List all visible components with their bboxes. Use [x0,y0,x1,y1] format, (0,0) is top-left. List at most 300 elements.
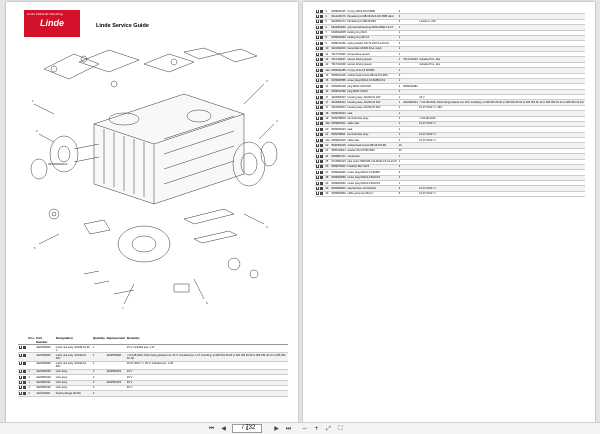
document-icon[interactable] [320,26,323,29]
cell-pos: 10 [325,46,331,51]
cell-part-number: 7917410027 [331,57,346,61]
cell-quantity: 1 [398,68,402,73]
cell-pos: 11 [325,52,331,57]
cart-icon[interactable] [316,53,319,56]
cell-part-number: 0009626020 [331,170,346,174]
cart-icon[interactable] [316,63,319,66]
document-icon[interactable] [320,176,323,179]
cell-designation: housing assy. AK230-01 46V [347,100,398,105]
cart-icon[interactable] [316,128,319,131]
document-page-right [303,2,595,422]
cell-quantity: 1 [398,181,402,186]
cell-quantity: 2 [92,380,106,385]
document-icon[interactable] [320,36,323,39]
cell-designation: locking ring 62x3 [347,30,398,35]
cell-designation: socket head screw M5x12-8.8-ZNS [347,73,398,78]
cell-designation: cable inlet [347,138,398,143]
cell-designation: cable grommet 20mm² [347,191,398,196]
cell-designation: pipe union SW0105-L12-M16x1,5-Cu-Z-CF [347,160,397,164]
document-icon[interactable] [320,85,323,88]
cart-icon[interactable] [19,376,22,379]
cell-pos: 12a [325,68,330,72]
cell-part-number: 9050010014 [331,149,346,153]
cell-replacement [106,391,126,396]
cell-pos: 16 [325,89,331,94]
cell-designation: motor unit assy. AK230-01 46V [55,361,92,369]
document-icon[interactable] [320,10,323,13]
cell-quantity: 2 [92,391,106,396]
cell-remarks: 01.07.2010 >= [419,191,586,196]
cell-pos: 21 [325,132,331,137]
cell-quantity: 2 [398,41,402,46]
exploded-view-drawing [24,44,282,312]
cart-icon[interactable] [316,155,319,158]
cell-pos: 17 [325,95,331,100]
cell-designation: rotor assy. [55,385,92,390]
logo-word: Linde [40,18,64,28]
row-actions [18,345,28,353]
document-icon[interactable] [320,165,323,168]
cell-quantity: 2 [92,369,106,374]
svg-text:4: 4 [276,119,278,123]
last-page-icon[interactable]: ⏭ [285,425,292,432]
cell-pos: 18 [325,111,331,116]
cell-part-number: 0009801371 [331,154,346,158]
viewer-toolbar [0,422,600,434]
cell-quantity: 2 [398,73,402,78]
document-icon[interactable] [23,376,26,379]
cell-pos: 19a [325,122,330,126]
document-icon[interactable] [320,58,323,61]
svg-text:6: 6 [266,225,268,229]
cell-quantity: 2 [398,9,402,14]
cell-pos: 3 [325,9,331,14]
cell-part-number: 4222501511 [36,380,55,385]
column-header-remarks: Remarks [126,335,288,345]
cell-replacement: 0009519182 [403,84,418,88]
cell-part-number: 0009071060 [331,41,346,45]
cell-designation: seal [347,127,398,132]
row-actions [18,391,28,396]
document-icon[interactable] [320,90,323,93]
cart-icon[interactable] [19,346,22,349]
cell-part-number: 0009964315 [331,138,346,142]
document-icon[interactable] [23,392,26,395]
cell-part-number: 0009519182 [331,90,346,94]
cell-quantity: 1 [398,62,402,67]
cell-part-number: 4222050931 [36,353,55,361]
cart-icon[interactable] [316,42,319,45]
row-actions [18,353,28,361]
cell-quantity: 1 [398,52,402,57]
document-icon[interactable] [23,370,26,373]
linde-logo [24,10,80,37]
cell-designation: screw plug M16x1-FKM-FF2 [347,175,398,180]
document-icon[interactable] [23,386,26,389]
svg-text:8: 8 [206,301,208,305]
cell-quantity: 3 [398,19,402,24]
cell-pos [28,361,36,369]
document-icon[interactable] [320,192,323,195]
document-icon[interactable] [320,182,323,185]
cell-replacement [106,361,126,369]
cell-part-number: 7917474323 [331,52,346,56]
cell-quantity: 1 [92,345,106,353]
cell-replacement: 4222006414 [403,100,418,104]
cell-quantity: 1 [398,132,402,137]
cell-pos: 19 [325,116,331,121]
cell-designation: socket head screw M5x16-8.8-ZN [347,143,398,148]
cell-quantity: 6 [398,191,402,196]
cell-remarks: 01.07.2010 >=; 46 V; included pos. 1-28 [126,361,288,369]
cell-quantity: 2 [398,84,402,89]
cell-replacement: 4222050928 [106,353,126,361]
cell-replacement: 7917410100 [403,57,418,61]
cell-pos: 29 [325,181,331,186]
document-icon[interactable] [320,149,323,152]
document-icon[interactable] [320,106,323,109]
fit-page-icon[interactable]: ⤢ [326,425,331,432]
cell-designation: terminal strip assy. [347,116,398,121]
cart-icon[interactable] [316,160,319,163]
cell-quantity: 1 [92,353,106,361]
document-icon[interactable] [320,15,323,18]
cell-quantity: 1 [398,100,402,105]
cart-icon[interactable] [316,79,319,82]
document-icon[interactable] [320,79,323,82]
cell-replacement: 4222501623 [106,380,126,385]
cell-part-number: 0714651023 [331,160,346,164]
cell-pos: 4 [325,14,331,19]
cell-pos: 21a [325,138,330,142]
cart-icon[interactable] [19,392,22,395]
table-row [315,191,585,196]
prev-page-icon[interactable]: ◀ [221,425,226,432]
cell-pos: 13 [325,73,331,78]
cart-icon[interactable] [316,133,319,136]
document-icon[interactable] [320,112,323,115]
cell-designation: O-ring 115x3,00-FKM80 [347,9,398,14]
exploded-parts-diagram [24,44,282,312]
document-icon[interactable] [320,63,323,66]
cell-designation: O-ring 11,0x1,5-FKM80 [347,68,398,73]
document-icon[interactable] [320,160,323,163]
cart-icon[interactable] [316,176,319,179]
cell-designation: cable inlet [347,121,398,126]
cell-part-number: 0009154100 [331,74,346,78]
document-icon[interactable] [320,155,323,158]
cart-icon[interactable] [316,112,319,115]
cell-designation: breather filter 5x15 [347,164,398,169]
cell-pos: 1 [28,380,36,385]
document-icon[interactable] [320,96,323,99]
cart-icon[interactable] [316,47,319,50]
document-icon[interactable] [320,144,323,147]
cart-icon[interactable] [316,31,319,34]
cell-part-number: 4222006412 [331,100,346,104]
cell-pos: 28 [325,175,331,180]
cell-designation: seal [347,111,398,116]
cell-remarks: 24 V [126,369,288,374]
cart-icon[interactable] [316,139,319,142]
cart-icon[interactable] [316,192,319,195]
cell-quantity: 2 [92,385,106,390]
cell-remarks: includes Pos. 12a [419,57,586,62]
cart-icon[interactable] [19,381,22,384]
cart-icon[interactable] [316,69,319,72]
cell-quantity: 1 [398,154,402,159]
cell-pos: 8 [325,35,331,40]
cell-designation: screw plug M16x1-FKM-FF2 [347,181,398,186]
cell-part-number: 4222050931 [36,345,55,353]
document-icon[interactable] [23,346,26,349]
cell-quantity: 1 [398,30,402,35]
cell-part-number: 4222501503 [36,369,55,374]
cart-icon[interactable] [19,386,22,389]
cell-designation: rotor assy. [55,380,92,385]
next-page-icon[interactable]: ▶ [274,425,279,432]
cart-icon[interactable] [316,15,319,18]
cell-remarks: 46 V [126,385,288,390]
document-icon[interactable] [320,74,323,77]
cell-part-number: 0009922332 [331,36,346,40]
cell-quantity: 1 [398,95,402,100]
cell-pos: 30 [325,191,331,196]
document-icon[interactable] [320,187,323,190]
cell-remarks: 01.07.2010 >= [419,186,586,191]
cart-icon[interactable] [316,149,319,152]
row-actions [18,361,28,369]
cell-remarks: 01.07.2010 >= [419,121,586,126]
cell-quantity: 1 [92,361,106,369]
cell-designation: sensor driving speed [347,57,398,62]
cart-icon[interactable] [316,187,319,190]
cell-quantity: 2 [398,170,402,175]
cell-designation: terminal strip assy. [347,132,398,137]
cart-icon[interactable] [316,96,319,99]
cell-remarks: 24 V; included pos. 1-27 [126,345,288,353]
document-icon[interactable] [320,20,323,23]
svg-text:2: 2 [36,129,38,133]
cell-part-number: 0446622035 [331,31,346,35]
cart-icon[interactable] [316,101,319,104]
cell-quantity: 1 [398,46,402,51]
cell-pos: 9 [325,41,331,46]
cell-remarks: 01.07.2010 >=; 46V [419,105,586,110]
cart-icon[interactable] [316,144,319,147]
cell-pos: 22 [325,143,331,148]
table-row [18,391,288,396]
cell-replacement: 4222501623 [106,369,126,374]
document-icon[interactable] [320,117,323,120]
column-header-part-number: Part Number [36,335,55,345]
page-title: Linde Service Guide [96,23,149,29]
cell-part-number: 0009669360 [331,192,346,196]
cell-part-number: 0009609331 [331,181,346,185]
document-icon[interactable] [23,362,26,365]
cell-pos: 27 [325,170,331,175]
cell-part-number: 9112226176 [331,14,346,18]
cell-part-number: 4222501623 [36,375,55,380]
cell-quantity: 1 [398,105,402,110]
cell-quantity: 1 [398,159,402,164]
cell-quantity: 1 [398,175,402,180]
cell-designation: washer A5,3-ST50-ZNS [347,148,398,153]
cart-icon[interactable] [316,165,319,168]
document-icon[interactable] [320,42,323,45]
parts-table-right [315,9,585,197]
svg-text:5: 5 [34,246,36,250]
fullscreen-icon[interactable]: ⛶ [338,425,343,432]
cart-icon[interactable] [316,90,319,93]
cell-designation: screw plug M16x1,5-FKM80-FF2 [347,78,398,83]
document-icon[interactable] [320,122,323,125]
cell-designation: bearing flange AK230 [55,391,92,396]
cell-pos: 17 [325,105,331,110]
cell-remarks: Loctite nr. 243 [419,19,586,24]
page-total-label: / 732 [242,425,256,431]
cell-part-number: 0009631085 [331,68,346,72]
document-icon[interactable] [320,133,323,136]
cart-icon[interactable] [19,362,22,365]
document-icon[interactable] [320,128,323,131]
cell-designation: membrane [347,154,398,159]
cell-quantity: 1 [398,138,402,143]
cell-designation: plug M20x1,5x8 5x8 [347,84,398,89]
document-icon[interactable] [320,139,323,142]
cell-designation: screw plug M16x1,5-FKM80 [347,170,398,175]
cart-icon[interactable] [316,182,319,185]
cell-part-number: 0009815224 [331,127,346,131]
cell-quantity: 1 [398,127,402,132]
cell-pos: 23 [325,148,331,153]
cell-designation: transmitter AK230 drive motor [347,46,398,51]
cell-remarks: 24 V [126,375,288,380]
cell-designation: motor unit assy. AK230-01 26 V [55,345,92,353]
first-page-icon[interactable]: ⏮ [208,425,215,432]
cart-icon[interactable] [316,74,319,77]
cart-icon[interactable] [316,26,319,29]
cell-remarks: 01.07.2010 >= [419,138,586,143]
zoom-in-icon[interactable]: + [313,425,320,432]
cell-pos: 24 [325,154,331,159]
cell-part-number: 4222462216 [331,47,346,51]
cell-pos: 6 [325,25,331,30]
column-header-pos: Pos. [28,335,36,345]
cell-pos: 2 [28,391,36,396]
cell-part-number: 0009051009 [331,84,346,88]
cell-quantity: 1 [398,35,402,40]
cell-pos: 26 [325,164,331,169]
cell-replacement [106,345,126,353]
cell-part-number: 4222011601 [36,391,55,396]
column-header-designation: Designation [55,335,92,345]
cell-remarks: <=31.08.2010; Parts being phased out; 46V; including; to 000 064 25.00 (x 000 064 25 00 to 005 352 32 10 to 005 352 32 12 to 005 064 31 10) [419,100,584,104]
cell-pos: 1 [28,385,36,390]
cell-designation: temperature sensor [347,52,398,57]
column-header-quantity: Quantity [92,335,106,345]
figure-label: 4472000100 A [48,162,68,166]
cell-part-number: 9040301026 [331,143,346,147]
cell-quantity: 3 [398,14,402,19]
cell-remarks [126,391,288,396]
cart-icon[interactable] [316,117,319,120]
cell-remarks: <=31.08.2010; Parts being phased out; 46 V; included pos. 1-27 including; to 000 064 25.00 (x 000 064 25 00 to 005 352 32 10 to 005 352 32 12) [126,353,288,361]
table-header-row [18,335,288,345]
cell-part-number: 4222006413 [331,95,346,99]
cell-pos: 5 [325,19,331,24]
cell-quantity: 1 [398,78,402,83]
cell-quantity: 2 [398,186,402,191]
cell-remarks: 01.07.2010 >= [419,132,586,137]
cart-icon[interactable] [19,354,22,357]
cell-pos: 7 [325,30,331,35]
cell-quantity: 1 [398,25,402,30]
cell-designation: sensor driving speed [347,62,398,67]
parts-table-left [18,335,288,397]
document-icon[interactable] [320,53,323,56]
cell-designation: motor unit assy. AK230-01 46V [55,353,92,361]
cart-icon[interactable] [316,171,319,174]
cell-designation: special hose 10,2x30x16 [347,186,398,191]
cell-pos: 29 [325,186,331,191]
cell-quantity: 1 [398,111,402,116]
cell-quantity: 2 [398,164,402,169]
cell-quantity: 1 [398,121,402,126]
cart-icon[interactable] [316,20,319,23]
column-header-replacement: Replacement [106,335,126,345]
cell-part-number: 4222006414 [331,106,346,110]
cell-pos: 20 [325,127,331,132]
cart-icon[interactable] [316,106,319,109]
cart-icon[interactable] [316,10,319,13]
cell-quantity: 1 [398,57,402,62]
document-icon[interactable] [320,47,323,50]
document-icon[interactable] [320,69,323,72]
cell-pos: 12 [325,62,331,67]
cell-quantity: 10 [398,143,402,147]
svg-text:1: 1 [32,99,34,103]
cell-part-number: 4222501622 [36,385,55,390]
zoom-out-icon[interactable]: − [301,425,308,432]
document-icon[interactable] [320,171,323,174]
cart-icon[interactable] [19,370,22,373]
cell-part-number: 0009668322 [331,186,346,190]
cart-icon[interactable] [316,85,319,88]
document-icon[interactable] [320,31,323,34]
cell-quantity: 2 [92,375,106,380]
cell-remarks: <=31.08.2010 [419,116,586,121]
cart-icon[interactable] [316,58,319,61]
cell-designation: rotor assy. [55,369,92,374]
document-icon[interactable] [23,381,26,384]
cell-designation: plug M20x1,5x8 0 [347,89,398,94]
cell-part-number: 0922000066 [331,25,346,29]
table-row [18,361,288,369]
document-icon[interactable] [23,354,26,357]
cart-icon[interactable] [316,122,319,125]
cell-pos [28,353,36,361]
cell-quantity: 10 [398,149,402,153]
document-icon[interactable] [320,101,323,104]
document-page-left [6,2,298,422]
cart-icon[interactable] [316,36,319,39]
cell-remarks: 24 V [419,95,586,100]
cell-part-number: 0009016313 [331,111,346,115]
cell-part-number: 9124501174 [331,20,346,24]
cell-designation: housing assy. AK230-01 24V [347,95,398,100]
cell-pos: 15 [325,78,331,83]
